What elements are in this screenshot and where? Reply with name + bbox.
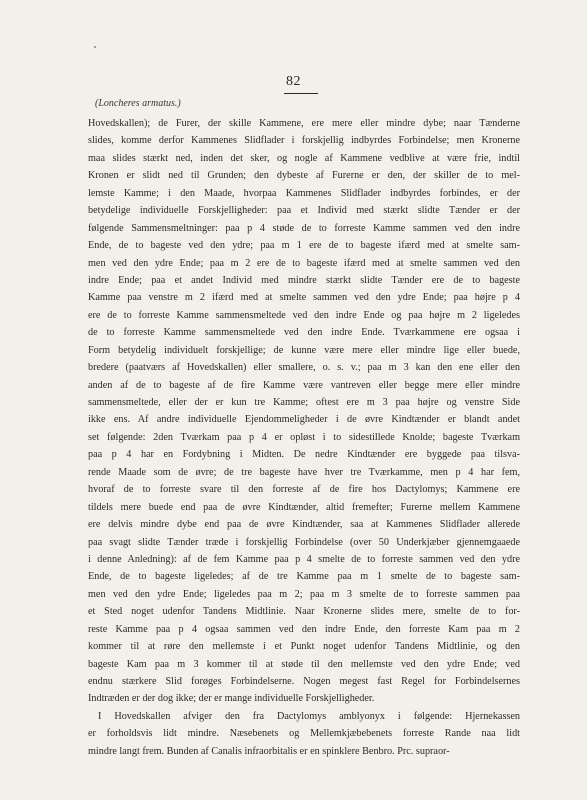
text-line: men ved den ydre Ende; ligeledes paa m 2; paa m 3 smelte de to forreste sammen paa	[88, 588, 520, 600]
text-line: et Sted noget udenfor Tandens Midtlinie. Naar Kronerne slides mere, smelte de to for-	[88, 606, 520, 618]
text-line: maa slides stærkt ned, inden det sker, og nogle af Kammene vedblive at være frie, indtil	[88, 152, 520, 164]
text-line: bredere (paatværs af Hovedskallen) eller smallere, o. s. v.; paa m 3 kan den ene eller den	[88, 362, 520, 374]
text-line: hvoraf de to forreste svare til den forreste af de fire hos Dactylomys; Kammene ere	[88, 484, 520, 496]
text-line: de to forreste Kamme sammensmeltede ved den indre Ende. Tværkammene ere ogsaa i	[88, 327, 520, 339]
text-line: sammensmeltede, eller der er kun tre Kamme; oftest ere m 3 paa højre og venstre Side	[88, 397, 520, 408]
text-line: slides, komme derfor Kammenes Slidflader i forskjellig indbyrdes Forbindelse; men Kronerne	[88, 135, 520, 147]
text-line: Hovedskallen); de Furer, der skille Kammene, ere mere eller mindre dybe; naar Tænderne	[88, 118, 520, 129]
page-number: 82	[286, 74, 301, 89]
text-line: betydelige individuelle Forskjelligheder: paa et Individ med stærkt slidte Tænder er der	[88, 205, 520, 217]
text-line: Form betydelig individuelt forskjellige; de kunne være mere eller mindre lige eller buede,	[88, 344, 520, 356]
text-line: Indtræden er der dog ikke; der er mange individuelle Forskjelligheder.	[88, 693, 375, 705]
text-line: ere delvis mindre dybe end paa de øvre Kindtænder, saa at Kammenes Slidflader allerede	[88, 519, 520, 531]
text-line: endnu stærkere Slid forøges Forbindelserne. Nogen megest fast Regel for Forbindelsernes	[88, 676, 520, 687]
text-line: set følgende: 2den Tværkam paa p 4 er opløst i to sidestillede Knolde; bageste Tværkam	[88, 431, 520, 443]
text-line: Ende, de to bageste ligeledes; af de tre Kamme paa m 1 smelte de to bageste sam-	[88, 571, 520, 583]
text-line: men ved den ydre Ende; paa m 2 ere de to bageste ifærd med at smelte sammen ved den	[88, 257, 520, 269]
text-line: ikke ens. Af andre individuelle Ejendommeligheder i de øvre Kindtænder er blandt andet	[88, 414, 520, 426]
text-line: Kronen er slidt ned til Grunden; den dybeste af Furerne er den, der skiller de to mel-	[88, 170, 520, 182]
text-line: lemste Kamme; i den Maade, hvorpaa Kammenes Slidflader indbyrdes forbindes, er der	[88, 187, 520, 199]
text-line: Ende, de to bageste ved den ydre; paa m 1 ere de to bageste ifærd med at smelte sam-	[88, 240, 520, 252]
text-line: Kamme paa venstre m 2 ifærd med at smelte sammen ved den ydre Ende; paa højre p 4	[88, 292, 520, 304]
text-line: rende Maade som de øvre; de tre bageste have hver tre Tværkamme, men p 4 har fem,	[88, 466, 520, 478]
text-line: følgende Sammensmeltninger: paa p 4 støde de to forreste Kamme sammen ved den indre	[88, 222, 520, 234]
text-line: indre Ende; paa et andet Individ med mindre stærkt slidte Tænder ere de to bageste	[88, 274, 520, 286]
text-line: i denne Anledning): af de fem Kamme paa p 4 smelte de to forreste sammen ved den ydre	[88, 553, 520, 565]
text-line: anden af de to bageste af de fire Kamme være vantreven eller begge mere eller mindre	[88, 379, 520, 391]
text-line: er forholdsvis lidt mindre. Næsebenets og Mellemkjæbebenets forreste Rande naa lidt	[88, 728, 520, 740]
text-line: kommer til at røre den mellemste i et Punkt noget udenfor Tandens Midtlinie, og den	[88, 641, 520, 653]
text-line: I Hovedskallen afviger den fra Dactylomys amblyonyx i følgende: Hjernekassen	[98, 710, 520, 722]
text-line: ere de to forreste Kamme sammensmeltede ved den indre Ende og paa højre m 2 ligeledes	[88, 309, 520, 321]
text-line: reste Kamme paa p 4 ogsaa sammen ved den indre Ende, den forreste Kam paa m 2	[88, 623, 520, 635]
text-line: mindre langt frem. Bunden af Canalis infraorbitalis er en spinklere Benbro. Prc. supraor-	[88, 745, 450, 757]
running-head: (Loncheres armatus.)	[95, 98, 181, 109]
paper-speck	[94, 46, 96, 48]
page-number-rule	[284, 93, 318, 94]
text-line: tildels mere buede end paa de øvre Kindtænder, altid fremefter; Furerne mellem Kammene	[88, 501, 520, 513]
text-line: bageste Kam paa m 3 kommer til at støde til den mellemste ved den ydre Ende; ved	[88, 658, 520, 670]
text-line: paa p 4 har en Fordybning i Midten. De nedre Kindtænder ere byggede paa tilsva-	[88, 449, 520, 461]
body-text	[88, 115, 520, 760]
text-line: paa svagt slidte Tænder træde i forskjellig Forbindelse (over 50 Underkjæber gjennemgaaede	[88, 536, 520, 548]
